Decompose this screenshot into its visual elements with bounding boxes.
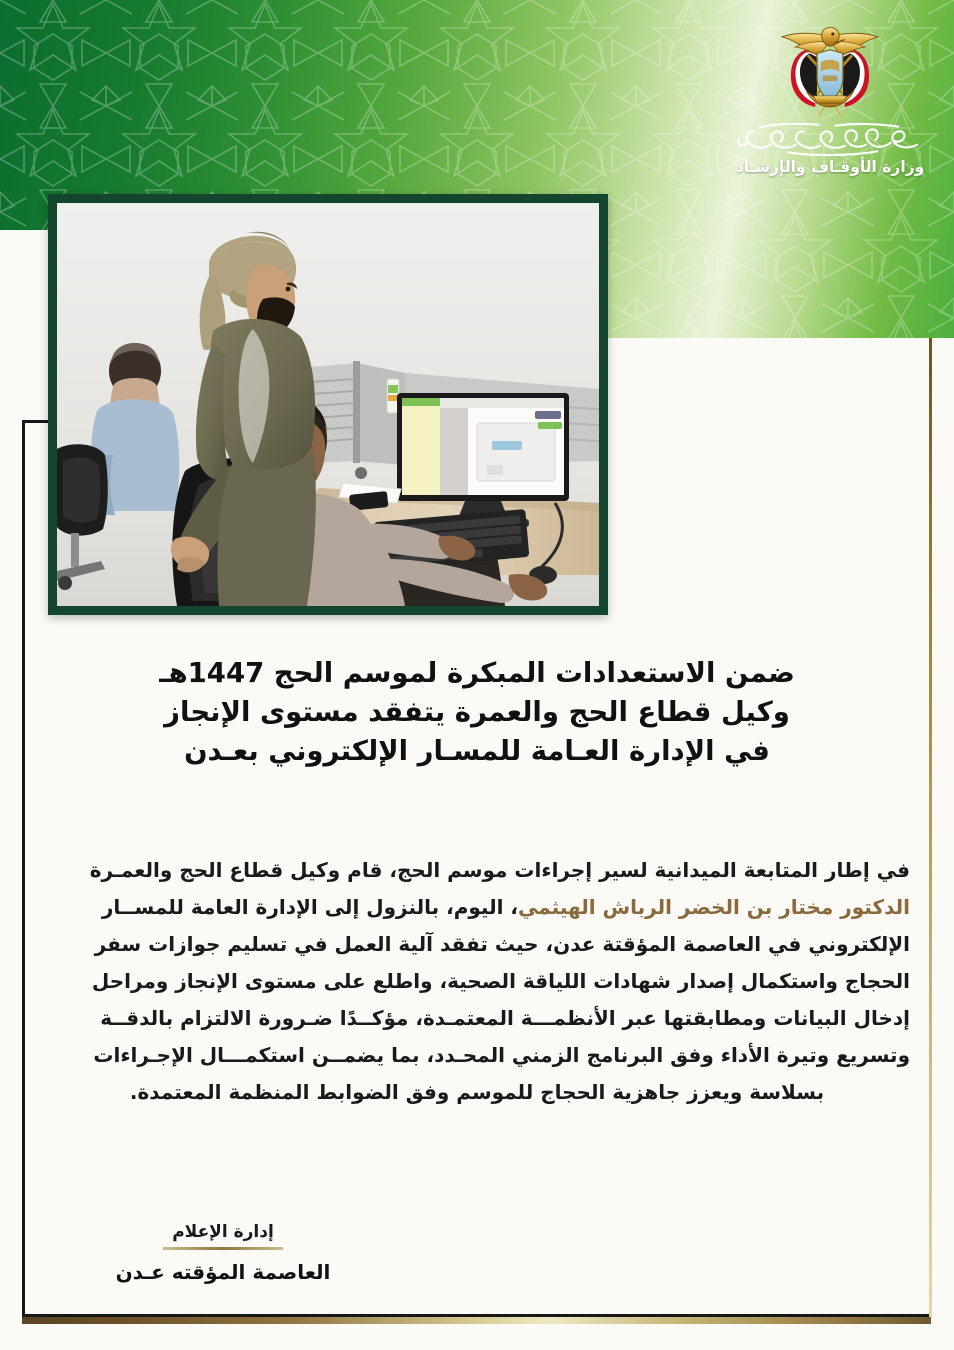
article-text-segment: الإلكتروني في العاصمة المؤقتة عدن، حيث تفقد آلية العمل في تسليم جوازات سفر — [94, 932, 910, 956]
article-body-line-text — [95, 926, 910, 963]
article-body-line — [44, 1074, 910, 1111]
ministry-logo-block — [730, 22, 930, 184]
headline-line-2: وكيل قطاع الحج والعمرة يتفقد مستوى الإنجاز — [164, 696, 790, 729]
headline-line-1: ضمن الاستعدادات المبكرة لموسم الحج 1447هـ — [159, 657, 795, 689]
article-body-line-text — [93, 1037, 910, 1074]
highlighted-person-name: الدكتور مختار بن الخضر الرباش الهيثمي — [518, 895, 910, 919]
article-body — [44, 852, 910, 1111]
signature-department: إدارة الإعلام — [172, 1222, 274, 1242]
gold-vertical-rule — [929, 338, 932, 1318]
article-text-segment: الحجاج واستكمال إصدار شهادات اللياقة الصحية، واطلع على مستوى الإنجاز ومراحل — [91, 969, 910, 993]
article-body-line-text — [102, 889, 910, 926]
article-text-segment: إدخال البيانات ومطابقتها عبر الأنظمـــة المعتمـدة، مؤكــدًا ضـرورة الالتزام بالدقــة — [100, 1006, 910, 1030]
signature-divider — [163, 1247, 283, 1250]
signature-city: العاصمة المؤقته عـدن — [115, 1260, 331, 1284]
page-title — [60, 654, 894, 771]
article-body-line-text — [90, 852, 910, 889]
article-body-line-text — [92, 963, 910, 1000]
article-body-line-text — [130, 1074, 824, 1111]
signature-block — [108, 1222, 338, 1284]
article-text-segment: بسلاسة ويعزز جاهزية الحجاج للموسم وفق الضوابط المنظمة المعتمدة. — [129, 1080, 825, 1104]
headline-line-3: في الإدارة العـامة للمسـار الإلكتروني بعـدن — [184, 735, 770, 768]
article-body-line — [44, 926, 910, 963]
article-body-line-text — [100, 1000, 910, 1037]
article-text-segment: في إطار المتابعة الميدانية لسير إجراءات موسم الحج، قام وكيل قطاع الحج والعمـرة — [89, 858, 910, 882]
article-text-segment: وتسريع وتيرة الأداء وفق البرنامج الزمني المحـدد، بما يضمــن استكمـــال الإجـراءات — [93, 1043, 910, 1067]
article-body-line — [44, 963, 910, 1000]
news-photo-frame — [48, 194, 608, 615]
news-photo — [57, 203, 599, 606]
yemen-eagle-emblem-icon — [774, 22, 886, 118]
article-body-line — [44, 1000, 910, 1037]
republic-of-yemen-calligraphy-icon — [731, 120, 931, 158]
article-text-segment: ، اليوم، بالنزول إلى الإدارة العامة للمســار — [101, 895, 519, 919]
gold-bottom-bar — [22, 1317, 931, 1324]
article-body-line — [44, 889, 910, 926]
article-body-line — [44, 1037, 910, 1074]
ministry-name-label: وزارة الأوقـاف والإرشـاد — [735, 158, 925, 176]
article-body-line — [44, 852, 910, 889]
